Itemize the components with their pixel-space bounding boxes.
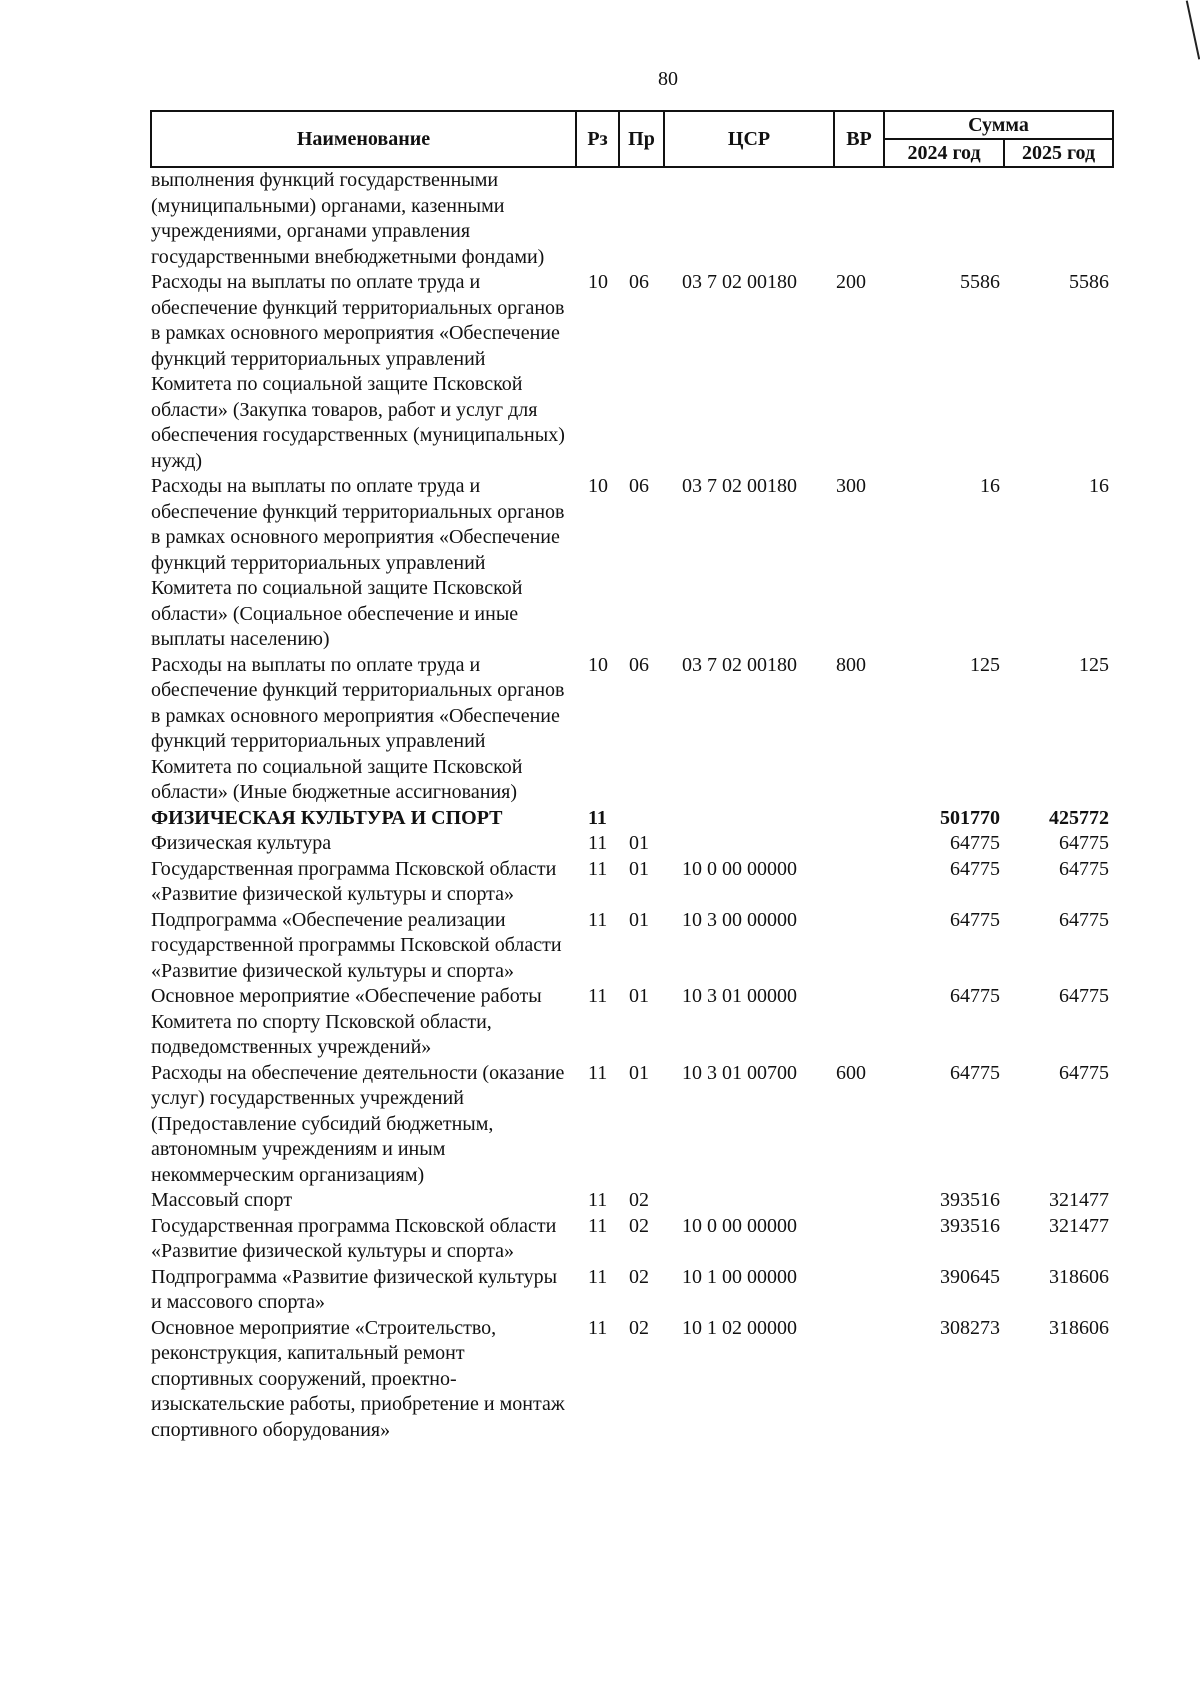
header-vr: ВР (834, 111, 884, 167)
row-csr: 10 1 00 00000 (682, 1265, 797, 1288)
header-year-2024: 2024 год (884, 139, 1004, 167)
row-pr: 06 (629, 475, 649, 497)
row-sum-2025: 5586 (1069, 271, 1110, 293)
row-sum-2024: 64775 (950, 985, 1000, 1007)
row-sum-2024 (884, 167, 1004, 270)
row-name: Расходы на выплаты по оплате труда и обеспечение функций территориальных органов в рамках основного мероприятия «Обеспечение функций территориальных управлений Комитета по социальной защите Псковской области» (Закупка товаров, работ и услуг для обеспечения государственных (муниципальных) нужд) (151, 271, 565, 472)
row-name: Расходы на обеспечение деятельности (оказание услуг) государственных учреждений (Предоставление субсидий бюджетным, автономным учреждениям и иным некоммерческим организациям) (151, 1061, 565, 1186)
row-pr (619, 167, 664, 270)
row-rz: 11 (588, 1316, 608, 1339)
row-csr (664, 806, 834, 832)
row-name: Массовый спорт (151, 1189, 293, 1211)
row-vr (834, 1316, 884, 1444)
row-vr: 600 (836, 1061, 866, 1084)
row-sum-2024: 64775 (950, 857, 1000, 880)
row-csr: 10 0 00 00000 (682, 1214, 797, 1237)
row-name: Государственная программа Псковской области «Развитие физической культуры и спорта» (151, 1214, 557, 1262)
row-pr: 01 (629, 1061, 649, 1084)
row-rz: 11 (588, 806, 607, 829)
table-row (151, 653, 1113, 806)
row-vr (834, 167, 884, 270)
row-sum-2024: 5586 (960, 271, 1000, 293)
row-sum-2025 (1004, 167, 1113, 270)
header-csr: ЦСР (664, 111, 834, 167)
row-name: Расходы на выплаты по оплате труда и обеспечение функций территориальных органов в рамках основного мероприятия «Обеспечение функций территориальных управлений Комитета по социальной защите Псковской области» (Социальное обеспечение и иные выплаты населению) (151, 475, 565, 650)
row-csr (664, 1188, 834, 1214)
table-row (151, 857, 1113, 908)
table-row (151, 1214, 1113, 1265)
row-vr (834, 857, 884, 908)
table-row (151, 1265, 1113, 1316)
row-csr: 10 3 01 00000 (682, 985, 797, 1007)
row-sum-2025: 318606 (1049, 1316, 1110, 1339)
row-csr: 03 7 02 00180 (682, 271, 797, 293)
row-pr: 02 (629, 1316, 649, 1339)
header-pr: Пр (619, 111, 664, 167)
row-csr (664, 167, 834, 270)
row-rz: 10 (588, 653, 608, 676)
row-sum-2025: 318606 (1049, 1265, 1110, 1288)
row-sum-2025: 425772 (1049, 806, 1110, 829)
row-pr: 01 (629, 908, 649, 931)
row-name: Подпрограмма «Обеспечение реализации государственной программы Псковской области «Развитие физической культуры и спорта» (151, 908, 562, 982)
row-pr: 01 (629, 857, 649, 880)
row-vr (834, 908, 884, 985)
row-csr: 03 7 02 00180 (682, 475, 797, 497)
row-name: Основное мероприятие «Обеспечение работы Комитета по спорту Псковской области, подведомственных учреждений» (151, 985, 542, 1058)
table-row (151, 984, 1113, 1061)
row-sum-2024: 393516 (940, 1214, 1000, 1237)
row-pr: 01 (629, 985, 649, 1007)
row-rz: 11 (588, 908, 608, 931)
row-name: Физическая культура (151, 832, 332, 854)
row-sum-2024: 64775 (950, 908, 1000, 931)
row-rz: 11 (588, 985, 608, 1007)
row-name: ФИЗИЧЕСКАЯ КУЛЬТУРА И СПОРТ (151, 806, 503, 829)
row-sum-2024: 393516 (940, 1189, 1000, 1211)
row-pr: 06 (629, 653, 649, 676)
row-sum-2024: 308273 (940, 1316, 1000, 1339)
row-sum-2024: 64775 (950, 832, 1000, 854)
row-csr: 10 1 02 00000 (682, 1316, 797, 1339)
row-pr (619, 806, 664, 832)
row-rz: 11 (588, 857, 608, 880)
row-sum-2025: 321477 (1049, 1189, 1110, 1211)
table-row (151, 1188, 1113, 1214)
row-rz: 11 (588, 1265, 608, 1288)
row-csr (664, 831, 834, 857)
table-row (151, 474, 1113, 653)
row-rz: 10 (588, 475, 608, 497)
table-row (151, 270, 1113, 474)
row-name: выполнения функций государственными (муниципальными) органами, казенными учреждениями, органами управления государственными внебюджетными фондами) (151, 169, 545, 268)
row-name: Основное мероприятие «Строительство, реконструкция, капитальный ремонт спортивных сооружений, проектно-изыскательские работы, приобретение и монтаж спортивного оборудования» (151, 1316, 565, 1441)
row-csr: 03 7 02 00180 (682, 653, 797, 676)
header-sum: Сумма (884, 111, 1113, 139)
row-csr: 10 3 01 00700 (682, 1061, 797, 1084)
row-vr (834, 984, 884, 1061)
row-sum-2025: 321477 (1049, 1214, 1110, 1237)
row-vr (834, 1214, 884, 1265)
row-sum-2024: 16 (980, 475, 1000, 497)
row-sum-2024: 64775 (950, 1061, 1000, 1084)
row-sum-2025: 64775 (1059, 908, 1110, 931)
row-rz: 11 (588, 832, 608, 854)
row-vr (834, 1188, 884, 1214)
row-sum-2024: 390645 (940, 1265, 1000, 1288)
row-rz: 11 (588, 1189, 608, 1211)
table-row (151, 167, 1113, 270)
table-row (151, 806, 1113, 832)
row-name: Расходы на выплаты по оплате труда и обеспечение функций территориальных органов в рамках основного мероприятия «Обеспечение функций территориальных управлений Комитета по социальной защите Псковской области» (Иные бюджетные ассигнования) (151, 653, 565, 803)
table-row (151, 1061, 1113, 1189)
table-row (151, 1316, 1113, 1444)
row-vr (834, 806, 884, 832)
row-sum-2025: 64775 (1059, 832, 1110, 854)
row-vr: 300 (836, 475, 866, 497)
row-pr: 02 (629, 1214, 649, 1237)
header-year-2025: 2025 год (1004, 139, 1113, 167)
row-vr (834, 831, 884, 857)
table-header (151, 111, 1113, 167)
row-sum-2025: 125 (1079, 653, 1110, 676)
table-body (151, 167, 1113, 1443)
table-row (151, 908, 1113, 985)
row-rz: 11 (588, 1214, 608, 1237)
row-sum-2025: 64775 (1059, 985, 1110, 1007)
page-number: 80 (658, 68, 678, 90)
row-sum-2025: 64775 (1059, 857, 1110, 880)
row-vr: 800 (836, 653, 866, 676)
row-pr: 02 (629, 1265, 649, 1288)
header-name: Наименование (151, 111, 576, 167)
row-rz: 10 (588, 271, 608, 293)
budget-table (150, 110, 1114, 1443)
row-sum-2025: 64775 (1059, 1061, 1110, 1084)
row-sum-2024: 125 (970, 653, 1000, 676)
page-edge-mark (1186, 0, 1200, 59)
row-vr: 200 (836, 271, 866, 293)
row-csr: 10 3 00 00000 (682, 908, 797, 931)
table-row (151, 831, 1113, 857)
row-vr (834, 1265, 884, 1316)
row-name: Подпрограмма «Развитие физической культуры и массового спорта» (151, 1265, 558, 1313)
row-rz: 11 (588, 1061, 608, 1084)
row-csr: 10 0 00 00000 (682, 857, 797, 880)
row-name: Государственная программа Псковской области «Развитие физической культуры и спорта» (151, 857, 557, 905)
row-sum-2024: 501770 (940, 806, 1000, 829)
row-sum-2025: 16 (1089, 475, 1110, 497)
row-pr: 02 (629, 1189, 649, 1211)
row-rz (576, 167, 619, 270)
row-pr: 06 (629, 271, 649, 293)
row-pr: 01 (629, 832, 649, 854)
header-rz: Рз (576, 111, 619, 167)
